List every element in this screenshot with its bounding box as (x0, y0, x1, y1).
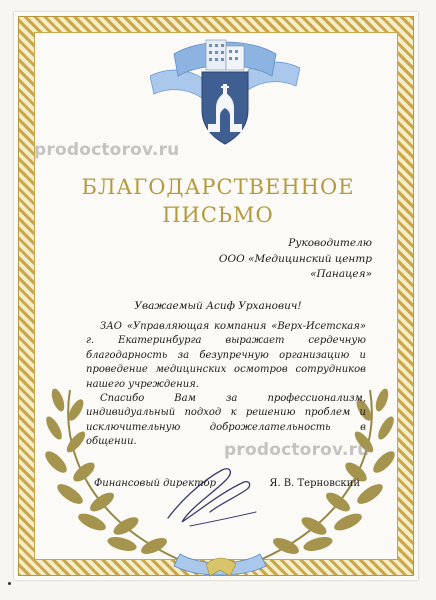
letter-body (86, 320, 366, 450)
paragraph-1: ЗАО «Управляющая компания «Верх-Исетская» г. Екатеринбурга выражает сердечную благодарность за безупречную организацию и проведение медицинских осмотров сотрудников нашего учреждения. (86, 321, 366, 390)
paragraph-2: Спасибо Вам за профессионализм, индивидуальный подход к решению проблем и исключительную доброжелательность в общении. (86, 393, 366, 448)
addressee-line3: «Панацея» (310, 268, 372, 280)
addressee-line2: ООО «Медицинский центр (218, 252, 372, 265)
signatory-role: Финансовый директор (94, 478, 217, 489)
addressee-block (219, 236, 372, 283)
watermark-bottom: prodoctorov.ru (224, 440, 370, 460)
signatory-name: Я. В. Терновский (269, 478, 360, 489)
addressee-line1: Руководителю (288, 237, 372, 249)
greeting: Уважаемый Асиф Урханович! (134, 300, 302, 312)
letter-title-line1: БЛАГОДАРСТВЕННОЕ (81, 175, 355, 199)
city-coat-of-arms-icon (150, 28, 300, 146)
watermark-top: prodoctorov.ru (34, 140, 180, 160)
letter-title-line2: ПИСЬМО (162, 203, 274, 227)
handwritten-signature (160, 452, 270, 532)
scan-dot (8, 582, 11, 585)
